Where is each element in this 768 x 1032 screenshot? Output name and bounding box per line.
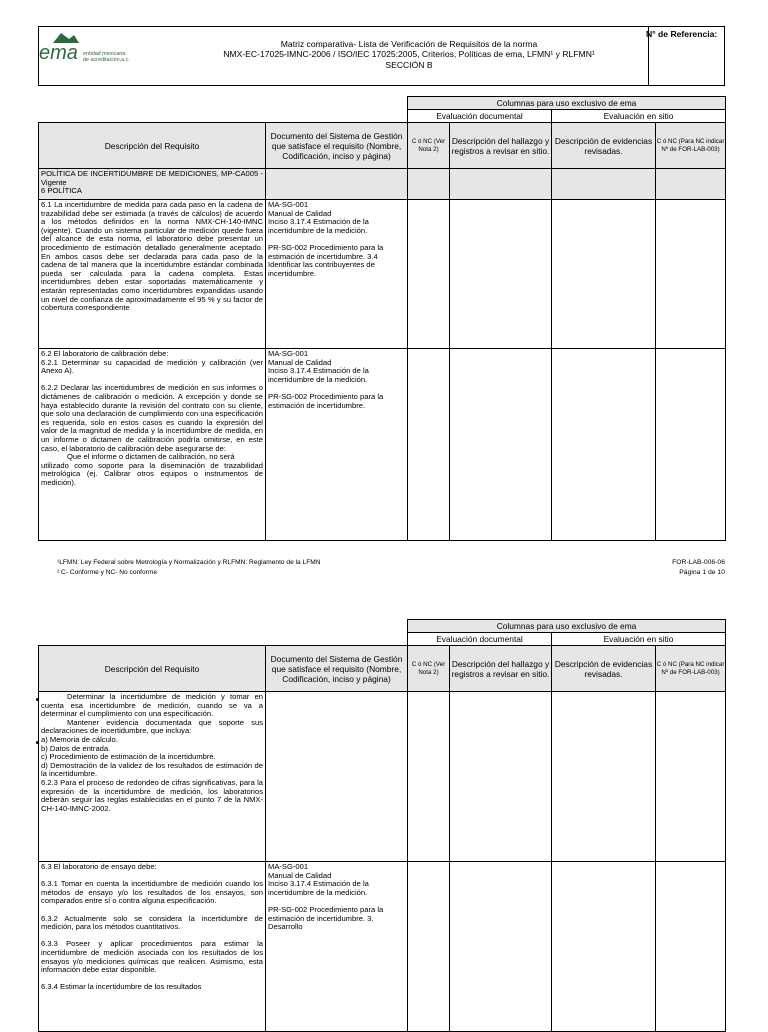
site-eval-header: Evaluación en sitio — [552, 633, 726, 646]
c-nc-site-cell[interactable] — [656, 692, 726, 862]
evidence-column-header: Descripción de evidencias revisadas. — [552, 646, 656, 692]
c-nc-site-cell[interactable] — [656, 200, 726, 349]
reference-label: N° de Referencia: — [646, 29, 718, 39]
finding-cell[interactable] — [450, 692, 552, 862]
document-header — [38, 26, 725, 86]
c-nc-cell[interactable] — [408, 692, 450, 862]
page-number: Página 1 de 10 — [679, 568, 725, 576]
evidence-cell[interactable] — [552, 200, 656, 349]
list-bullet — [36, 698, 39, 701]
site-eval-header: Evaluación en sitio — [552, 110, 726, 123]
ema-logo — [39, 27, 174, 85]
system-doc-6-2: MA-SG-001 Manual de Calidad Inciso 3.17.4 Estimación de la incertidumbre de la medición. PR-SG-002 Procedimiento para la estimación de incertidumbre. — [266, 349, 408, 541]
c-nc-site-column-header: C ó NC (Para NC indicar Nº de FOR-LAB-003) — [656, 646, 726, 692]
svg-text:de acreditación,a.c.: de acreditación,a.c. — [83, 57, 130, 63]
c-nc-site-cell[interactable] — [656, 349, 726, 541]
title-line-1: Matriz comparativa- Lista de Verificación de Requisitos de la norma — [280, 39, 538, 49]
reference-number-box — [648, 27, 724, 85]
finding-cell[interactable] — [450, 200, 552, 349]
evidence-cell[interactable] — [552, 692, 656, 862]
description-column-header: Descripción del Requisito — [39, 123, 266, 169]
c-nc-site-cell[interactable] — [656, 862, 726, 1032]
c-nc-site-column-header: C ó NC (Para NC indicar Nº de FOR-LAB-003) — [656, 123, 726, 169]
finding-cell[interactable] — [450, 862, 552, 1032]
title-line-2: NMX-EC-17025-IMNC-2006 / ISO/IEC 17025:2005, Criterios, Políticas de ema, LFMN¹ y RLFMN¹ — [223, 49, 595, 60]
footer-form-info — [625, 558, 725, 577]
section-title-cell — [39, 169, 266, 200]
c-nc-cell[interactable] — [408, 862, 450, 1032]
system-doc-column-header: Documento del Sistema de Gestión que satisface el requisito (Nombre, Codificación, inciso y página) — [266, 646, 408, 692]
requirements-table-page2 — [38, 619, 726, 1032]
form-code: FOR-LAB-006-06 — [672, 559, 725, 566]
title-line-3: SECCIÓN B — [385, 59, 433, 70]
footer-note-1: ¹LFMN: Ley Federal sobre Metrología y Normalización y RLFMN: Reglamento de la LFMN — [57, 559, 321, 566]
finding-column-header: Descripción del hallazgo y registros a revisar en sitio. — [450, 123, 552, 169]
c-nc-cell[interactable] — [408, 200, 450, 349]
requirement-6-2-cont: Determinar la incertidumbre de medición y tomar en cuenta esa incertidumbre de medición, cuando se va a determinar el cumplimiento con una especificación. Mantener evidencia documentada que soporte sus declaraciones de incertidumbre, que incluya: a) Memoria de cálculo. b) Datos de entrada. c) Procedimiento de estimación de la incertidumbre. d) Demostración de la validez de los resultados de estimación de la incertidumbre. 6.2.3 Para el proceso de redondeo de cifras significativas, para la expresión de la incertidumbre de medición, los laboratorios deberán seguir las reglas establecidas en el punto 7 de la NMX-CH-140-IMNC-2002. — [39, 692, 266, 862]
system-doc-cell[interactable] — [266, 692, 408, 862]
svg-text:ema: ema — [39, 42, 78, 64]
section-title: POLÍTICA DE INCERTIDUMBRE DE MEDICIONES, MP-CA005 - Vigente — [41, 169, 263, 187]
exclusive-use-header: Columnas para uso exclusivo de ema — [408, 620, 726, 633]
exclusive-use-header: Columnas para uso exclusivo de ema — [408, 97, 726, 110]
doc-eval-header: Evaluación documental — [408, 110, 552, 123]
c-nc-column-header: C ó NC (Ver Nota 2) — [408, 646, 450, 692]
doc-eval-header: Evaluación documental — [408, 633, 552, 646]
section-subtitle: 6 POLÍTICA — [41, 186, 82, 196]
requirement-6-2: 6.2 El laboratorio de calibración debe: 6.2.1 Determinar su capacidad de medición y calibración (ver Anexo A). 6.2.2 Declarar las incertidumbres de medición en sus informes o dictámenes de calibración o medición. A excepción y donde se haya establecido durante la revisión del contrato con su cliente, que solo una declaración de cumplimiento con una especificación es requerida, solo en estos casos es cuando la expresión del valor de la magnitud de medida y la incertidumbre de medida, en un informe o dictamen de calibración podría omitirse, en este caso, el laboratorio de calibración debe asegurarse de: Que el informe o dictamen de calibración, no será utilizado como soporte para la diseminación de trazabilidad metrológica (ej. Calibrar otros equipos o instrumentos de medición). — [39, 349, 266, 541]
evidence-cell[interactable] — [552, 862, 656, 1032]
svg-text:entidad mexicana: entidad mexicana — [83, 51, 126, 57]
system-doc-6-1: MA-SG-001 Manual de Calidad Inciso 3.17.4 Estimación de la incertidumbre de la medición. PR-SG-002 Procedimiento para la estimación de incertidumbre. 3.4 Identificar las contribuyentes de incertidumbre. — [266, 200, 408, 349]
system-doc-column-header: Documento del Sistema de Gestión que satisface el requisito (Nombre, Codificación, inciso y página) — [266, 123, 408, 169]
document-title — [174, 39, 644, 70]
requirement-6-1: 6.1 La incertidumbre de medida para cada paso en la cadena de trazabilidad debe ser estimada (a través de cálculos) de acuerdo a los métodos definidos en la norma NMX-CH-140-IMNC (vigente). Cuando un sistema particular de medición quede fuera del alcance de esta norma, el laboratorio debe presentar un procedimiento de estimación detallado generalmente aceptado. En ambos casos debe ser declarada para cada paso de la cadena de tal manera que la incertidumbre estándar combinada pueda ser calculada para la cadena completa. Estas incertidumbres deben estar soportadas matemáticamente y estarán representadas como incertidumbres expandidas usando un nivel de confianza de aproximadamente el 95 % y su factor de cobertura correspondiente — [39, 200, 266, 349]
footer-notes — [57, 558, 320, 577]
requirement-6-3: 6.3 El laboratorio de ensayo debe: 6.3.1 Tomar en cuenta la incertidumbre de medición cuando los métodos de ensayo y/o los resultados de los ensayos, son comparados entre sí o contra alguna especificación. 6.3.2 Actualmente solo se considera la incertidumbre de medición, para los métodos cuantitativos. 6.3.3 Poseer y aplicar procedimientos para estimar la incertidumbre de medición asociada con los resultados de los ensayos y/o mediciones químicas que realicen. Asimismo, esta información debe estar disponible. 6.3.4 Estimar la incertidumbre de los resultados — [39, 862, 266, 1032]
c-nc-column-header: C ó NC (Ver Nota 2) — [408, 123, 450, 169]
footer-note-2: ² C- Conforme y NC- No conforme — [57, 568, 158, 576]
evidence-column-header: Descripción de evidencias revisadas. — [552, 123, 656, 169]
finding-cell[interactable] — [450, 349, 552, 541]
finding-column-header: Descripción del hallazgo y registros a revisar en sitio. — [450, 646, 552, 692]
list-bullet — [36, 741, 39, 744]
description-column-header: Descripción del Requisito — [39, 646, 266, 692]
c-nc-cell[interactable] — [408, 349, 450, 541]
ema-logo-graphic — [39, 27, 174, 85]
system-doc-6-3: MA-SG-001 Manual de Calidad Inciso 3.17.4 Estimación de la incertidumbre de la medición. PR-SG-002 Procedimiento para la estimación de incertidumbre. 3. Desarrollo — [266, 862, 408, 1032]
evidence-cell[interactable] — [552, 349, 656, 541]
requirements-table-page1 — [38, 96, 726, 541]
